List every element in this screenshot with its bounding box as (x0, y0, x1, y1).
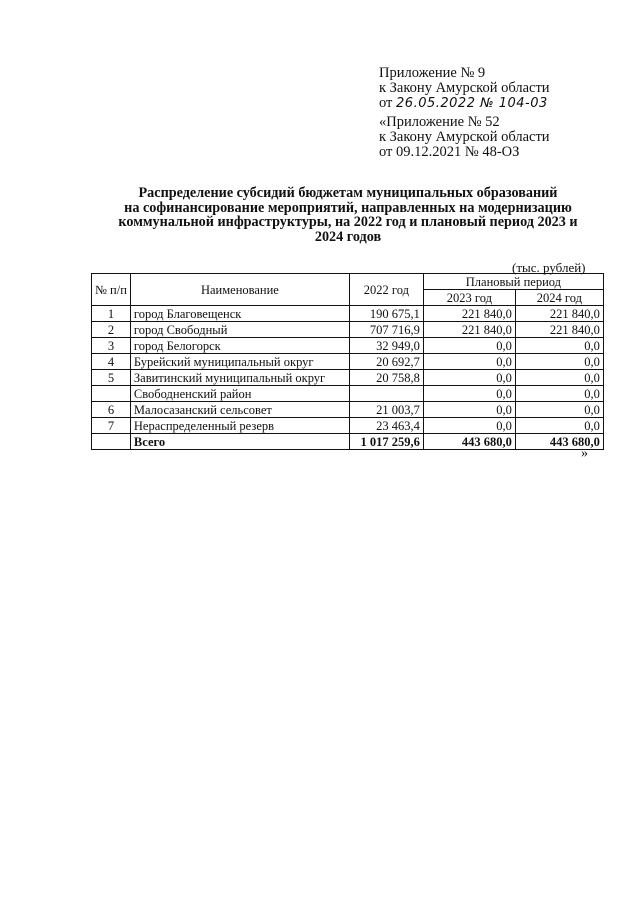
date-prefix: от (379, 95, 393, 111)
table-row (92, 402, 604, 418)
header-num: № п/п (92, 274, 131, 306)
row-2023: 0,0 (423, 370, 515, 386)
table-row (92, 418, 604, 434)
table-header-row (92, 274, 604, 290)
row-2023: 221 840,0 (423, 306, 515, 322)
row-2024: 221 840,0 (515, 306, 603, 322)
total-label: Всего (130, 434, 349, 450)
appendix-header (379, 66, 550, 111)
row-num: 6 (92, 402, 131, 418)
original-law-reference: к Закону Амурской области (379, 129, 550, 145)
closing-quote: » (581, 446, 588, 461)
title-line-4: 2024 годов (314, 228, 382, 245)
row-2024: 0,0 (515, 370, 603, 386)
table-total-row (92, 434, 604, 450)
row-2023: 0,0 (423, 386, 515, 402)
row-num: 1 (92, 306, 131, 322)
appendix-number: Приложение № 9 (379, 65, 486, 81)
row-2022: 707 716,9 (349, 322, 423, 338)
row-num: 5 (92, 370, 131, 386)
row-num (92, 386, 131, 402)
title-line-3: коммунальной инфраструктуры, на 2022 год и плановый период 2023 и (118, 214, 578, 230)
document-title (88, 186, 608, 244)
row-2022: 21 003,7 (349, 402, 423, 418)
row-2024: 0,0 (515, 386, 603, 402)
header-2024: 2024 год (515, 290, 603, 306)
row-2022: 32 949,0 (349, 338, 423, 354)
row-2024: 0,0 (515, 338, 603, 354)
table-row (92, 386, 604, 402)
table-row (92, 354, 604, 370)
row-name: Малосазанский сельсовет (130, 402, 349, 418)
row-2024: 221 840,0 (515, 322, 603, 338)
row-num: 4 (92, 354, 131, 370)
row-num: 7 (92, 418, 131, 434)
original-appendix-header (379, 115, 550, 160)
original-appendix-number: «Приложение № 52 (379, 114, 500, 130)
total-num (92, 434, 131, 450)
row-name: Завитинский муниципальный округ (130, 370, 349, 386)
row-2023: 0,0 (423, 354, 515, 370)
row-2022: 23 463,4 (349, 418, 423, 434)
header-2022: 2022 год (349, 274, 423, 306)
row-2022 (349, 386, 423, 402)
handwritten-date-number: 26.05.2022 № 104-03 (396, 96, 548, 111)
original-law-date: от 09.12.2021 № 48-ОЗ (379, 144, 520, 160)
header-plan-period: Плановый период (423, 274, 603, 290)
row-2023: 0,0 (423, 402, 515, 418)
total-2024: 443 680,0 (515, 434, 603, 450)
row-name: Свободненский район (130, 386, 349, 402)
row-name: город Белогорск (130, 338, 349, 354)
row-2024: 0,0 (515, 354, 603, 370)
title-line-2: на софинансирование мероприятий, направленных на модернизацию (124, 199, 572, 216)
total-2022: 1 017 259,6 (349, 434, 423, 450)
subsidy-table (91, 273, 604, 450)
row-2023: 221 840,0 (423, 322, 515, 338)
total-2023: 443 680,0 (423, 434, 515, 450)
table-row (92, 338, 604, 354)
title-line-1: Распределение субсидий бюджетам муниципальных образований (138, 185, 558, 201)
row-name: город Свободный (130, 322, 349, 338)
row-2024: 0,0 (515, 418, 603, 434)
row-2023: 0,0 (423, 418, 515, 434)
header-name: Наименование (130, 274, 349, 306)
row-2023: 0,0 (423, 338, 515, 354)
table-row (92, 306, 604, 322)
row-2022: 20 758,8 (349, 370, 423, 386)
units-label: (тыс. рублей) (512, 260, 586, 275)
row-num: 3 (92, 338, 131, 354)
row-name: Бурейский муниципальный округ (130, 354, 349, 370)
row-2022: 190 675,1 (349, 306, 423, 322)
table-row (92, 322, 604, 338)
table-row (92, 370, 604, 386)
row-name: Нераспределенный резерв (130, 418, 349, 434)
row-num: 2 (92, 322, 131, 338)
row-2022: 20 692,7 (349, 354, 423, 370)
header-2023: 2023 год (423, 290, 515, 306)
row-name: город Благовещенск (130, 306, 349, 322)
row-2024: 0,0 (515, 402, 603, 418)
law-reference: к Закону Амурской области (379, 80, 550, 96)
law-date-line (379, 96, 550, 111)
